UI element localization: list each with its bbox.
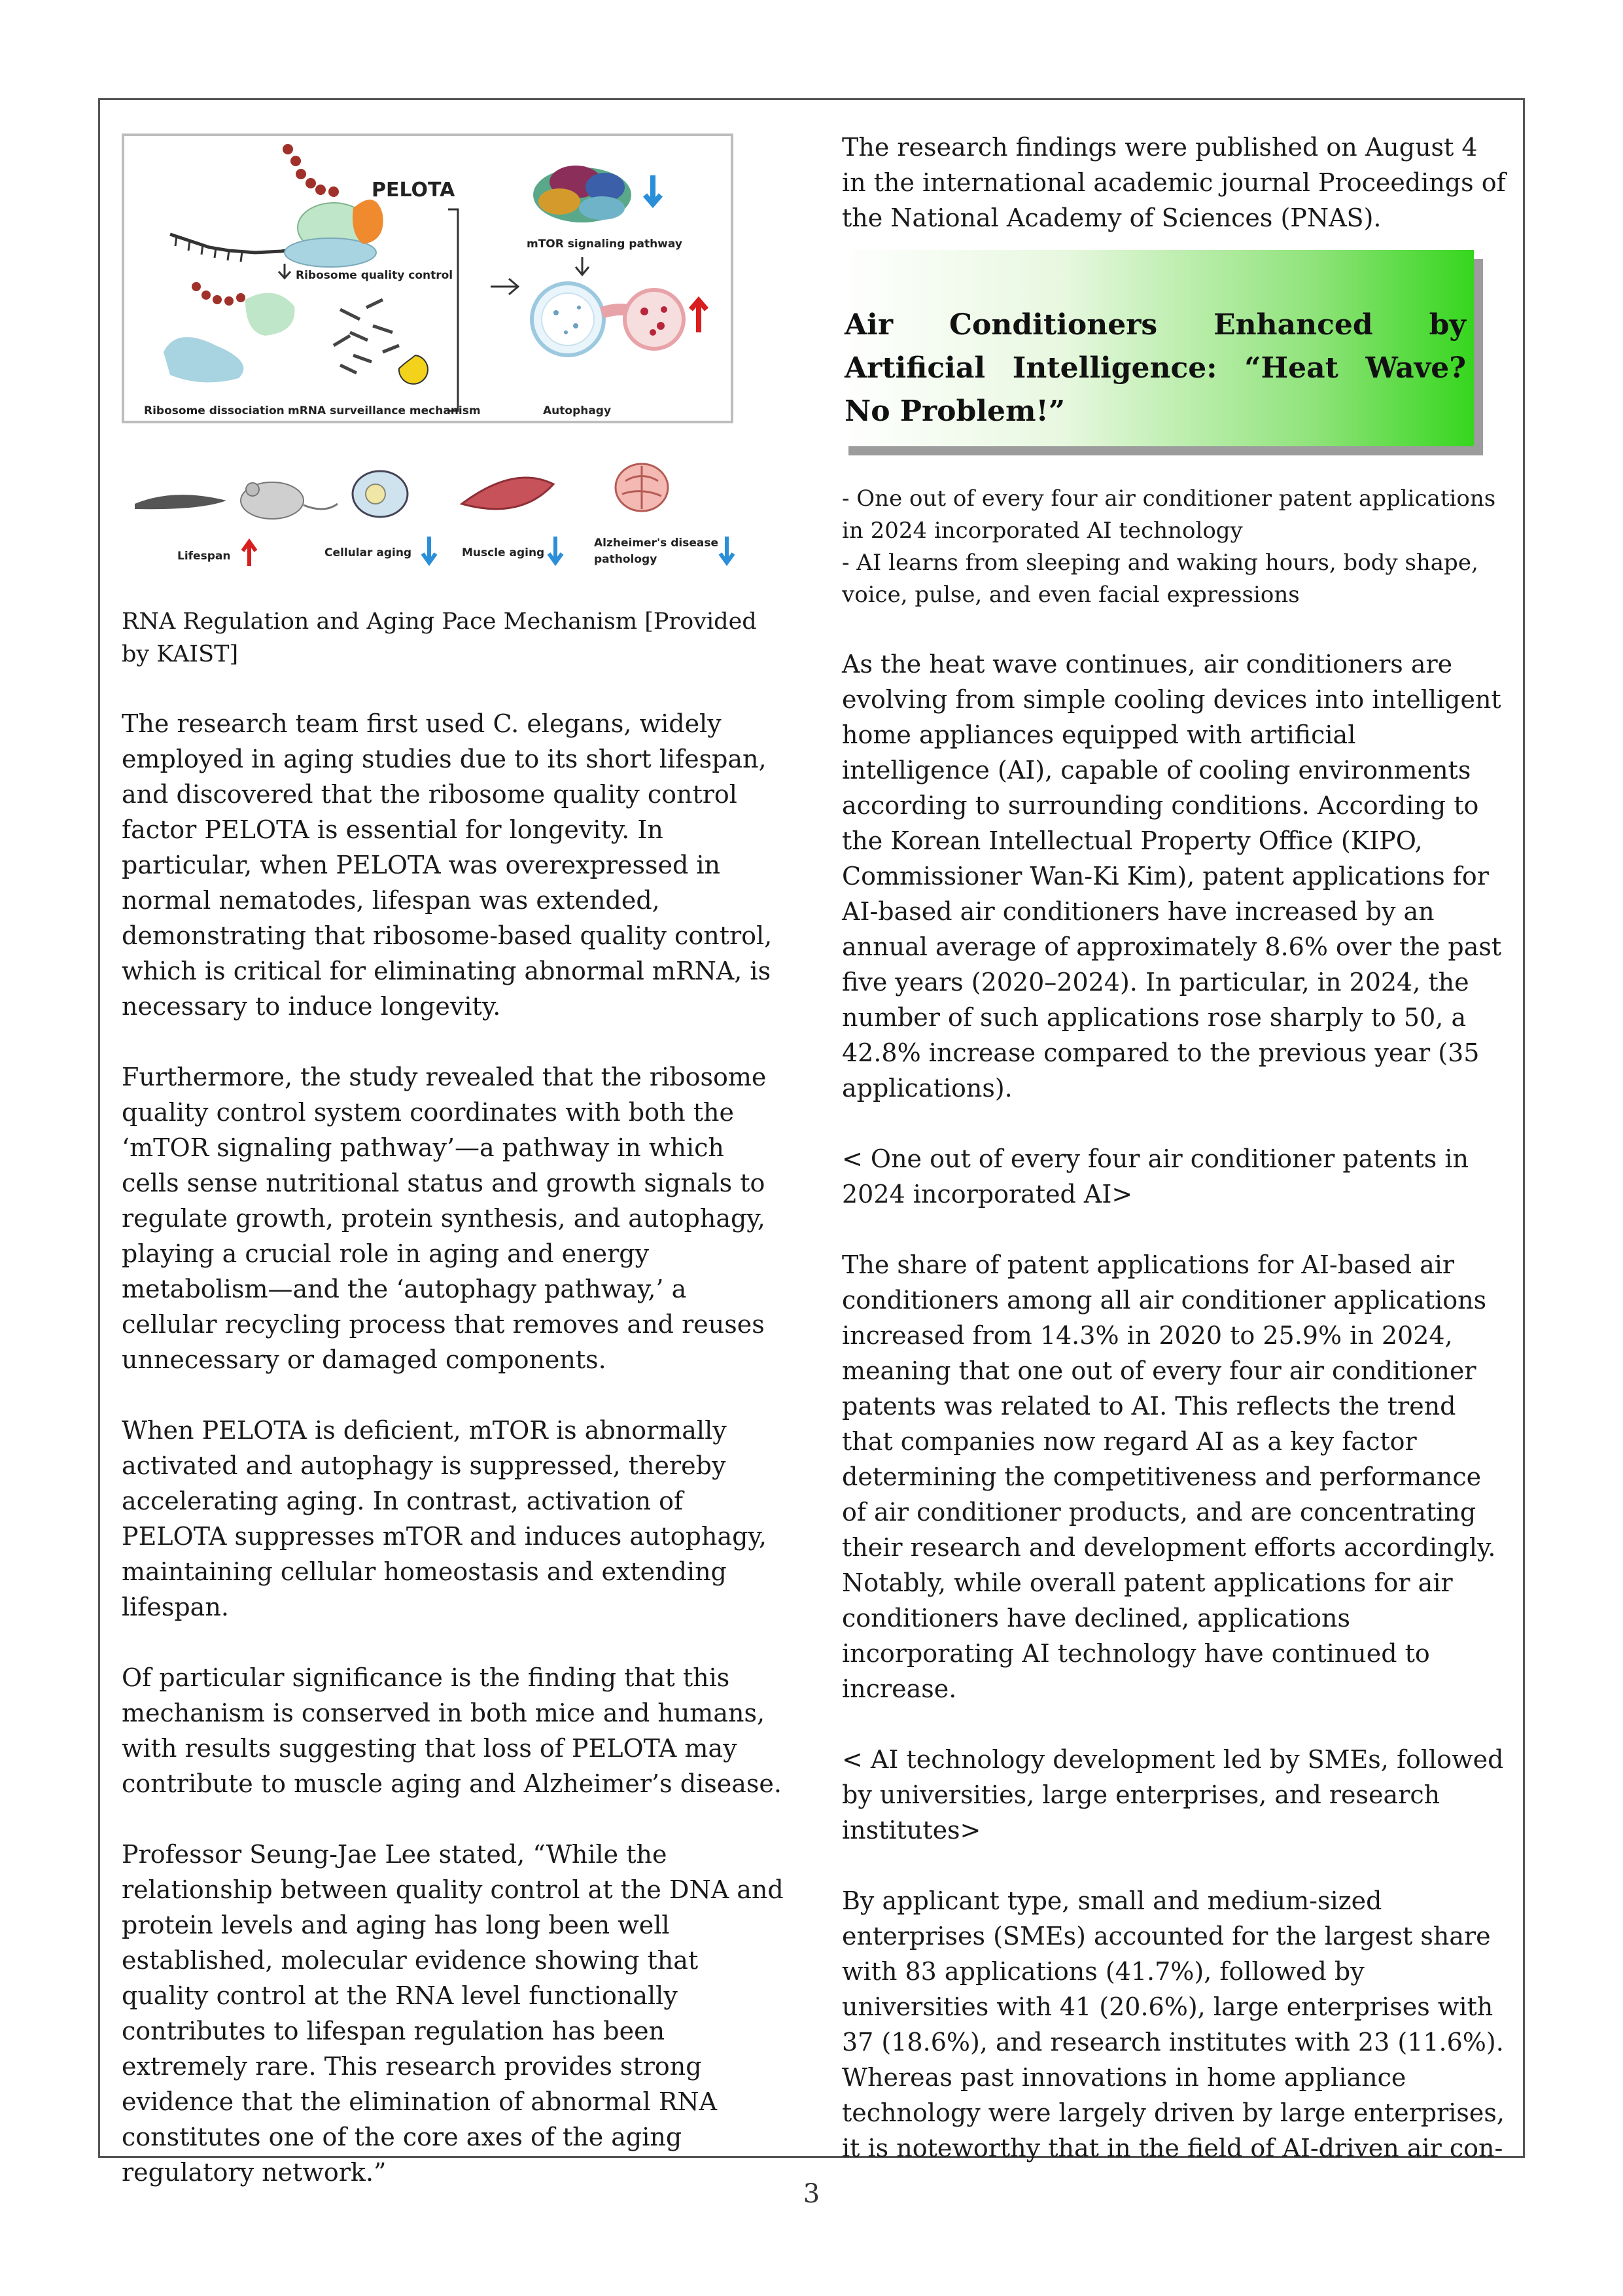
- down-arrow-icon-2: [576, 257, 589, 275]
- muscle-aging-label: Muscle aging: [462, 546, 545, 559]
- down-arrow-icon: [279, 264, 290, 278]
- nematode-icon: [135, 495, 226, 509]
- mouse-icon: [241, 482, 338, 519]
- left-paragraph-1: The research team first used C. elegans, widely employed in aging studies due to its short lifespan, and discovered that the ribosome quality control factor PELOTA is essential for longevity. In particular, when PELOTA was overexpressed in normal nematodes, lifespan was extended, demonstrating that ribosome-based quality control, which is critical for eliminating abnormal mRNA, is necessary to induce longevity.: [122, 709, 773, 1021]
- autophagy-label: Autophagy: [543, 404, 612, 417]
- right-paragraph-3: By applicant type, small and medium-sized enterprises (SMEs) accounted for the largest share with 83 applications (41.7%), followed by universities with 41 (20.6%), large enterprises with 37 (18.6%), and research institutes with 23 (11.6%). Whereas past innovations in home appliance technology were largely driven by large enterprises, it is noteworthy that in the field of AI-driven air con-: [842, 1886, 1505, 2163]
- right-column-top: [842, 130, 1509, 236]
- ribosome-qc-label: Ribosome quality control: [296, 269, 453, 282]
- article-headline-box: [839, 250, 1474, 446]
- mrna-surveillance-label: mRNA surveillance mechanism: [288, 404, 481, 417]
- left-paragraph-5: Professor Seung-Jae Lee stated, “While the relationship between quality control at the DNA and protein levels and aging has long been well established, molecular evidence showing that quality control at the RNA level functionally contributes to lifespan regulation has been extremely rare. This research provides strong evidence that the elimination of abnormal RNA constitutes one of the core axes of the aging regulatory network.”: [122, 1840, 784, 2187]
- decrease-arrow-icon-4: [720, 537, 733, 563]
- pelota-mechanism-diagram: [122, 133, 733, 423]
- increase-arrow-icon-2: [243, 542, 256, 566]
- brain-icon: [616, 464, 668, 511]
- mrna-fragments-icon: [334, 300, 399, 373]
- left-column: [122, 605, 784, 2190]
- pelota-protein-icon: [353, 200, 383, 244]
- summary-line-2: - AI learns from sleeping and waking hours, body shape, voice, pulse, and even facial expressions: [842, 550, 1478, 608]
- lifespan-label: Lifespan: [177, 550, 231, 563]
- peptide-chain-icon: [283, 144, 339, 197]
- decrease-arrow-icon-2: [423, 537, 436, 563]
- article-headline: Air Conditioners Enhanced by Artificial Intelligence: “Heat Wave? No Problem!”: [845, 308, 1466, 428]
- autophagy-icon: [532, 283, 684, 355]
- pelota-label: PELOTA: [372, 179, 455, 202]
- right-paragraph-2: The share of patent applications for AI-based air conditioners among all air conditioner applications increased from 14.3% in 2020 to 25.9% in 2024, meaning that one out of every four air conditioner patents was related to AI. This reflects the trend that companies now regard AI as a key factor determining the competitiveness and performance of air conditioner products, and are concentrating their research and development efforts accordingly. Notably, while overall patent applications for air conditioners have declined, applications incorporating AI technology have continued to increase.: [842, 1250, 1496, 1703]
- alzheimers-label-1: Alzheimer's disease: [594, 537, 718, 550]
- left-paragraph-4: Of particular significance is the finding that this mechanism is conserved in both mice and humans, with results suggesting that loss of PELOTA may contribute to muscle aging and Alzheimer’s disease.: [122, 1663, 782, 1798]
- page-number: 3: [803, 2179, 820, 2209]
- right-column: [842, 483, 1509, 2166]
- right-paragraph-1: As the heat wave continues, air conditioners are evolving from simple cooling devices into intelligent home appliances equipped with artificial intelligence (AI), capable of cooling environments according to surrounding conditions. According to the Korean Intellectual Property Office (KIPO, Commissioner Wan-Ki Kim), patent applications for AI-based air conditioners have increased by an annual average of approximately 8.6% over the past five years (2020–2024). In particular, in 2024, the number of such applications rose sharply to 50, a 42.8% increase compared to the previous year (35 applications).: [842, 650, 1502, 1103]
- subheading-1: < One out of every four air conditioner patents in 2024 incorporated AI>: [842, 1144, 1469, 1209]
- mtor-complex-icon: [533, 166, 631, 222]
- subheading-2: < AI technology development led by SMEs, followed by universities, large enterprises, and research institutes>: [842, 1745, 1504, 1845]
- decrease-arrow-icon: [645, 175, 661, 204]
- right-arrow-icon: [491, 279, 518, 294]
- alzheimers-label-2: pathology: [594, 553, 657, 566]
- aging-phenotypes-strip: [122, 458, 750, 582]
- cellular-aging-label: Cellular aging: [324, 546, 412, 559]
- left-paragraph-2: Furthermore, the study revealed that the ribosome quality control system coordinates with both the ‘mTOR signaling pathway’—a pathway in which cells sense nutritional status and growth signals to regulate growth, protein synthesis, and autophagy, playing a crucial role in aging and energy metabolism—and the ‘autophagy pathway,’ a cellular recycling process that removes and reuses unnecessary or damaged components.: [122, 1063, 767, 1374]
- right-paragraph-0: The research findings were published on August 4 in the international academic journal Proceedings of the National Academy of Sciences (PNAS).: [842, 133, 1506, 232]
- decrease-arrow-icon-3: [549, 537, 562, 563]
- mtor-label: mTOR signaling pathway: [527, 238, 682, 251]
- summary-line-1: - One out of every four air conditioner patent applications in 2024 incorporated AI technology: [842, 486, 1496, 544]
- cell-icon: [353, 471, 408, 517]
- left-paragraph-3: When PELOTA is deficient, mTOR is abnormally activated and autophagy is suppressed, thereby accelerating aging. In contrast, activation of PELOTA suppresses mTOR and induces autophagy, maintaining cellular homeostasis and extending lifespan.: [122, 1416, 767, 1621]
- ribosome-dissociation-label: Ribosome dissociation: [144, 404, 285, 417]
- increase-arrow-icon: [691, 300, 707, 332]
- muscle-icon: [462, 478, 553, 509]
- figure-caption: RNA Regulation and Aging Pace Mechanism [Provided by KAIST]: [122, 609, 757, 667]
